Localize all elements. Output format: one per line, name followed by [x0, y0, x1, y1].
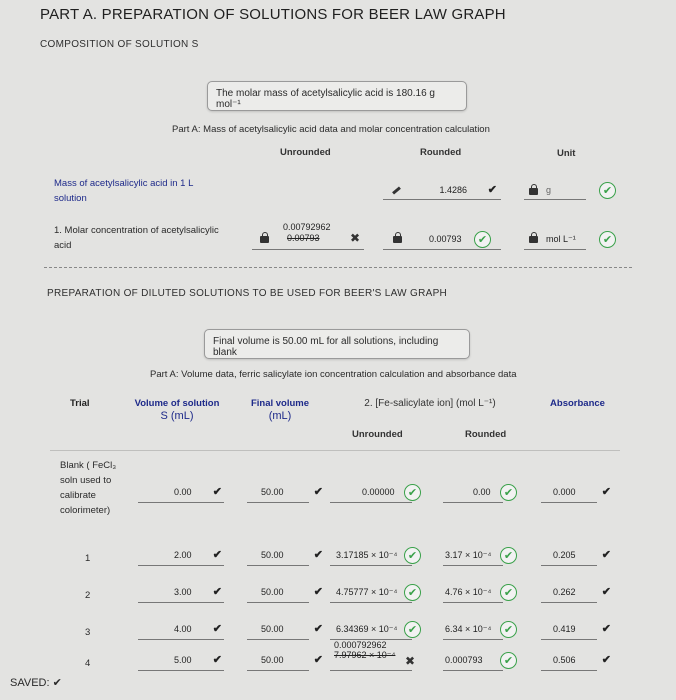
- molar-unrounded-struck: 0.00793: [287, 233, 320, 243]
- row-molar-label: 1. Molar concentration of acetylsalicylic acid: [54, 225, 219, 251]
- table1-col-unrounded: Unrounded: [280, 147, 331, 158]
- correct-check-icon: ✔: [599, 231, 616, 248]
- absorbance-field[interactable]: [541, 582, 611, 603]
- volume-field[interactable]: [138, 650, 224, 671]
- final-volume-value: 50.00: [261, 587, 284, 597]
- conc-unrounded-value: 3.17185 × 10⁻⁴: [336, 550, 398, 560]
- conc-rounded-value: 3.17 × 10⁻⁴: [445, 550, 492, 560]
- mass-rounded-field[interactable]: [383, 181, 501, 200]
- col-absorbance: Absorbance: [550, 398, 605, 409]
- final-volume-field[interactable]: [247, 619, 323, 640]
- volume-field[interactable]: [138, 582, 224, 603]
- conc-unrounded-value: 0.000792962: [334, 640, 387, 650]
- final-volume-text: Final volume is 50.00 mL for all solutions, including blank: [213, 336, 439, 358]
- correct-check-icon: ✔: [599, 182, 616, 199]
- table2-caption: Part A: Volume data, ferric salicylate ion concentration calculation and absorbance data: [150, 369, 517, 380]
- col-volume-unit: S (mL): [160, 410, 194, 422]
- molar-unrounded-field[interactable]: [252, 219, 364, 250]
- final-volume-value: 50.00: [261, 550, 284, 560]
- final-volume-field[interactable]: [247, 482, 323, 503]
- check-icon: ✔: [212, 586, 222, 598]
- conc-unrounded-field[interactable]: [330, 582, 412, 603]
- absorbance-value: 0.506: [553, 655, 576, 665]
- check-icon: ✔: [212, 549, 222, 561]
- correct-check-icon: ✔: [500, 652, 517, 669]
- absorbance-field[interactable]: [541, 482, 611, 503]
- absorbance-value: 0.205: [553, 550, 576, 560]
- molar-unit-field[interactable]: [524, 228, 586, 250]
- col-conc-unrounded: Unrounded: [352, 429, 403, 440]
- conc-rounded-field[interactable]: [443, 650, 503, 671]
- correct-check-icon: ✔: [404, 547, 421, 564]
- trial-number: 4: [85, 658, 91, 669]
- absorbance-field[interactable]: [541, 545, 611, 566]
- conc-rounded-field[interactable]: [443, 582, 503, 603]
- divider: [44, 267, 632, 268]
- check-icon: ✔: [601, 654, 611, 666]
- absorbance-value: 0.262: [553, 587, 576, 597]
- col-final: Final volume: [250, 398, 310, 409]
- volume-field[interactable]: [138, 482, 224, 503]
- wrong-x-icon: ✖: [405, 654, 416, 668]
- conc-rounded-value: 0.00: [473, 487, 491, 497]
- wrong-x-icon: ✖: [349, 231, 360, 245]
- conc-rounded-field[interactable]: [443, 545, 503, 566]
- absorbance-value: 0.419: [553, 624, 576, 634]
- trial-number: 2: [85, 590, 91, 601]
- check-icon: ✔: [601, 623, 611, 635]
- mass-rounded-value: 1.4286: [439, 185, 467, 195]
- volume-value: 5.00: [174, 655, 192, 665]
- absorbance-field[interactable]: [541, 650, 611, 671]
- check-icon: ✔: [212, 623, 222, 635]
- check-icon: ✔: [313, 486, 323, 498]
- molar-rounded-value: 0.00793: [429, 234, 462, 244]
- mass-unit-value: g: [546, 185, 552, 195]
- correct-check-icon: ✔: [500, 484, 517, 501]
- check-icon: ✔: [313, 549, 323, 561]
- check-icon: ✔: [212, 486, 222, 498]
- volume-value: 3.00: [174, 587, 192, 597]
- trial-number: 3: [85, 627, 91, 638]
- table-divider: [50, 450, 620, 451]
- col-conc: 2. [Fe-salicylate ion] (mol L⁻¹): [364, 398, 496, 409]
- check-icon: ✔: [601, 549, 611, 561]
- final-volume-field[interactable]: [247, 545, 323, 566]
- conc-rounded-value: 0.000793: [445, 655, 483, 665]
- section-title-composition: COMPOSITION OF SOLUTION S: [40, 39, 199, 50]
- correct-check-icon: ✔: [500, 547, 517, 564]
- page-title: PART A. PREPARATION OF SOLUTIONS FOR BEER LAW GRAPH: [40, 6, 506, 23]
- final-volume-field[interactable]: [247, 650, 323, 671]
- conc-unrounded-value: 4.75777 × 10⁻⁴: [336, 587, 398, 597]
- final-volume-value: 50.00: [261, 624, 284, 634]
- correct-check-icon: ✔: [474, 231, 491, 248]
- col-volume: Volume of solution: [134, 398, 220, 409]
- check-icon: ✔: [313, 586, 323, 598]
- row-mass-label: Mass of acetylsalicylic acid in 1 L solution: [54, 178, 194, 204]
- col-final-unit: (mL): [268, 410, 292, 422]
- table1-caption: Part A: Mass of acetylsalicylic acid data and molar concentration calculation: [172, 124, 490, 135]
- absorbance-field[interactable]: [541, 619, 611, 640]
- conc-rounded-field[interactable]: [443, 619, 503, 640]
- check-icon: ✔: [212, 654, 222, 666]
- conc-unrounded-field[interactable]: [330, 636, 412, 671]
- molar-mass-note: [207, 81, 467, 111]
- conc-unrounded-field[interactable]: [330, 482, 412, 503]
- final-volume-field[interactable]: [247, 582, 323, 603]
- conc-unrounded-field[interactable]: [330, 545, 412, 566]
- correct-check-icon: ✔: [500, 621, 517, 638]
- molar-unit-value: mol L⁻¹: [546, 234, 576, 244]
- molar-unrounded-value: 0.00792962: [283, 222, 331, 232]
- mass-unit-field[interactable]: [524, 181, 586, 200]
- correct-check-icon: ✔: [404, 621, 421, 638]
- molar-mass-text: The molar mass of acetylsalicylic acid is 180.16 g mol⁻¹: [216, 88, 435, 110]
- final-volume-value: 50.00: [261, 487, 284, 497]
- check-icon: ✔: [601, 586, 611, 598]
- conc-rounded-value: 4.76 × 10⁻⁴: [445, 587, 492, 597]
- conc-rounded-value: 6.34 × 10⁻⁴: [445, 624, 492, 634]
- table1-col-rounded: Rounded: [420, 147, 462, 158]
- check-icon: ✔: [313, 623, 323, 635]
- correct-check-icon: ✔: [404, 584, 421, 601]
- col-conc-rounded: Rounded: [465, 429, 507, 440]
- volume-value: 2.00: [174, 550, 192, 560]
- table1-col-unit: Unit: [557, 148, 576, 159]
- conc-unrounded-value: 0.00000: [362, 487, 395, 497]
- final-volume-note: [204, 329, 470, 359]
- section-title-dilution: PREPARATION OF DILUTED SOLUTIONS TO BE USED FOR BEER'S LAW GRAPH: [47, 288, 448, 299]
- conc-unrounded-struck: 7.97962 × 10⁻⁴: [334, 650, 396, 660]
- col-trial: Trial: [70, 398, 90, 409]
- trial-number: 1: [85, 553, 91, 564]
- final-volume-value: 50.00: [261, 655, 284, 665]
- absorbance-value: 0.000: [553, 487, 576, 497]
- saved-status: SAVED: ✔: [10, 677, 62, 689]
- conc-rounded-field[interactable]: [443, 482, 503, 503]
- trial-blank-label: Blank ( FeCl₃ soln used to calibrate colorimeter): [60, 460, 117, 516]
- check-icon: ✔: [487, 184, 497, 196]
- volume-field[interactable]: [138, 545, 224, 566]
- volume-field[interactable]: [138, 619, 224, 640]
- volume-value: 0.00: [174, 487, 192, 497]
- correct-check-icon: ✔: [404, 484, 421, 501]
- check-icon: ✔: [313, 654, 323, 666]
- conc-unrounded-value: 6.34369 × 10⁻⁴: [336, 624, 398, 634]
- volume-value: 4.00: [174, 624, 192, 634]
- check-icon: ✔: [601, 486, 611, 498]
- correct-check-icon: ✔: [500, 584, 517, 601]
